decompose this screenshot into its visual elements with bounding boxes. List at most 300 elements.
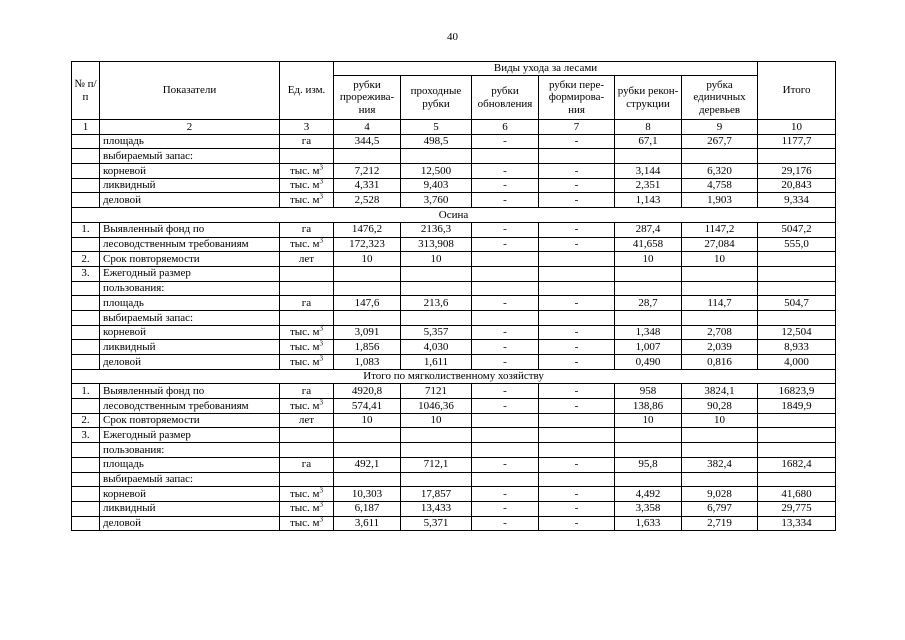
value-cell: [682, 252, 758, 267]
row-label: [100, 457, 280, 472]
cube-superscript: 3: [319, 516, 324, 524]
value-cell-text: 10,303: [351, 487, 383, 500]
row-label: [100, 516, 280, 531]
row-unit-text: тыс. м: [289, 194, 320, 207]
value-cell: [401, 413, 472, 428]
row-label: [100, 193, 280, 208]
value-cell: [334, 457, 401, 472]
table-row: [72, 413, 836, 428]
table-row: [72, 487, 836, 502]
value-cell: [539, 193, 615, 208]
row-label: [100, 355, 280, 370]
value-cell: [615, 222, 682, 237]
value-cell: [758, 516, 836, 531]
row-num: [72, 252, 100, 267]
value-cell-text: 958: [639, 384, 657, 397]
value-cell: [539, 296, 615, 311]
value-cell: [682, 501, 758, 516]
value-cell-text: -: [574, 355, 579, 368]
value-cell-text: 492,1: [354, 458, 380, 471]
value-cell: [472, 281, 539, 296]
value-cell: [472, 222, 539, 237]
value-cell: [682, 281, 758, 296]
cube-superscript: 3: [319, 501, 324, 509]
value-cell: [472, 310, 539, 325]
row-unit: [280, 281, 334, 296]
table-row: [72, 355, 836, 370]
row-unit-text: лет: [298, 414, 315, 427]
value-cell: [682, 193, 758, 208]
value-cell-text: 10: [430, 252, 442, 265]
value-cell-text: 2,039: [707, 340, 732, 353]
value-cell: [334, 501, 401, 516]
value-cell: [682, 237, 758, 252]
row-label: [100, 399, 280, 414]
value-cell: [472, 413, 539, 428]
value-cell-text: 3,760: [423, 194, 449, 207]
row-label: [100, 237, 280, 252]
value-cell: [401, 134, 472, 149]
value-cell-text: -: [574, 458, 579, 471]
row-unit: [280, 428, 334, 443]
row-unit-text: тыс. м: [289, 487, 320, 500]
value-cell-text: 29,775: [781, 502, 812, 515]
value-cell: [401, 457, 472, 472]
value-cell: [539, 310, 615, 325]
row-unit-text: га: [301, 384, 312, 397]
value-cell: [401, 310, 472, 325]
value-cell-text: 1,143: [635, 194, 661, 207]
value-cell-text: -: [503, 399, 507, 412]
row-num: [72, 310, 100, 325]
value-cell-text: 4,758: [707, 179, 732, 192]
value-cell-text: 10: [430, 414, 442, 427]
value-cell: [472, 472, 539, 487]
table-row: [72, 134, 836, 149]
value-cell: [682, 164, 758, 179]
row-label: [100, 443, 280, 458]
value-cell: [334, 164, 401, 179]
value-cell: [401, 296, 472, 311]
cube-superscript: 3: [319, 486, 324, 495]
value-cell-text: 6,797: [707, 502, 732, 515]
header-group: Виды ухода за лесами: [334, 62, 758, 76]
value-cell-text: 10: [714, 252, 726, 265]
value-cell: [539, 399, 615, 414]
row-num-text: 3.: [81, 429, 90, 442]
value-cell: [401, 149, 472, 164]
value-cell: [682, 325, 758, 340]
header-col: рубки пере-формирова-ния: [539, 76, 615, 120]
table-row: [72, 281, 836, 296]
value-cell: [472, 516, 539, 531]
value-cell: [401, 266, 472, 281]
row-label: [100, 281, 280, 296]
value-cell-text: 5047,2: [781, 223, 812, 236]
value-cell: [401, 443, 472, 458]
section-title: [72, 369, 836, 384]
value-cell: [401, 428, 472, 443]
value-cell: [615, 413, 682, 428]
value-cell-text: 7121: [425, 384, 447, 397]
value-cell-text: 8,933: [784, 340, 809, 353]
row-unit: [280, 237, 334, 252]
value-cell-text: 10: [361, 252, 373, 265]
value-cell: [615, 487, 682, 502]
value-cell-text: 4,000: [784, 355, 809, 368]
value-cell: [472, 164, 539, 179]
row-label-text: площадь: [103, 135, 144, 148]
row-unit: [280, 310, 334, 325]
value-cell: [758, 222, 836, 237]
value-cell: [615, 252, 682, 267]
value-cell: [615, 149, 682, 164]
value-cell: [334, 296, 401, 311]
header-row: [72, 62, 836, 76]
value-cell-text: 2136,3: [420, 223, 452, 236]
value-cell-text: 16823,9: [778, 384, 815, 397]
value-cell: [615, 237, 682, 252]
row-label: [100, 222, 280, 237]
row-label-text: площадь: [103, 296, 144, 309]
value-cell-text: 41,680: [781, 487, 812, 500]
row-unit: [280, 355, 334, 370]
row-label-text: ликвидный: [103, 340, 156, 353]
row-label-text: Ежегодный размер: [103, 267, 191, 280]
value-cell-text: 9,403: [423, 179, 449, 192]
row-unit: [280, 134, 334, 149]
value-cell-text: 574,41: [351, 399, 383, 412]
value-cell: [334, 178, 401, 193]
value-cell-text: -: [574, 384, 579, 397]
row-num-text: 1.: [81, 384, 90, 397]
value-cell: [539, 340, 615, 355]
value-cell-text: 6,320: [707, 164, 732, 177]
value-cell: [539, 325, 615, 340]
row-num: [72, 413, 100, 428]
value-cell-text: 13,334: [781, 517, 812, 530]
value-cell: [334, 428, 401, 443]
row-label-text: площадь: [103, 458, 144, 471]
row-label: [100, 134, 280, 149]
header-num: № п/п: [72, 62, 100, 120]
value-cell-text: 4,030: [423, 340, 449, 353]
value-cell: [758, 340, 836, 355]
value-cell: [539, 222, 615, 237]
value-cell-text: 10: [642, 414, 654, 427]
row-num: [72, 178, 100, 193]
value-cell: [615, 281, 682, 296]
value-cell: [539, 413, 615, 428]
value-cell-text: -: [574, 296, 579, 309]
value-cell-text: 2,528: [354, 194, 380, 207]
value-cell-text: 1849,9: [781, 399, 812, 412]
row-unit: [280, 516, 334, 531]
value-cell-text: 1,007: [635, 340, 661, 353]
table-row: [72, 472, 836, 487]
value-cell: [682, 487, 758, 502]
table-body: [72, 62, 836, 531]
value-cell: [539, 134, 615, 149]
row-num: [72, 237, 100, 252]
row-num: [72, 487, 100, 502]
row-label: [100, 501, 280, 516]
value-cell-text: 0,816: [707, 355, 732, 368]
value-cell: [615, 457, 682, 472]
value-cell-text: -: [503, 326, 507, 339]
section-title-text: Итого по мягколиственному хозяйству: [363, 370, 544, 383]
value-cell-text: -: [574, 326, 579, 339]
value-cell: [334, 266, 401, 281]
value-cell: [758, 193, 836, 208]
row-unit: [280, 457, 334, 472]
row-num-text: 2.: [81, 414, 90, 427]
index-cell: 10: [758, 120, 836, 135]
value-cell: [539, 266, 615, 281]
value-cell-text: 138,86: [632, 399, 664, 412]
value-cell-text: -: [503, 340, 507, 353]
row-label-text: Срок повторяемости: [103, 252, 200, 265]
row-label-text: корневой: [103, 164, 147, 177]
index-cell: 8: [615, 120, 682, 135]
row-unit-text: тыс. м: [289, 340, 320, 353]
row-label: [100, 340, 280, 355]
header-col: рубки рекон-струкции: [615, 76, 682, 120]
row-num: [72, 472, 100, 487]
value-cell: [615, 516, 682, 531]
table-row: [72, 252, 836, 267]
value-cell-text: 28,7: [638, 296, 658, 309]
value-cell-text: 67,1: [638, 135, 658, 148]
value-cell: [539, 355, 615, 370]
value-cell: [758, 457, 836, 472]
value-cell: [334, 472, 401, 487]
value-cell-text: -: [503, 238, 507, 251]
row-unit: [280, 252, 334, 267]
value-cell: [539, 237, 615, 252]
value-cell-text: 4920,8: [351, 384, 383, 397]
value-cell: [682, 178, 758, 193]
row-unit: [280, 266, 334, 281]
value-cell-text: 213,6: [423, 296, 449, 309]
row-label: [100, 310, 280, 325]
value-cell-text: 6,187: [354, 502, 380, 515]
table-row: [72, 266, 836, 281]
value-cell: [682, 310, 758, 325]
value-cell: [334, 340, 401, 355]
value-cell: [539, 516, 615, 531]
value-cell: [758, 178, 836, 193]
forest-care-table: [71, 61, 836, 531]
value-cell: [401, 252, 472, 267]
value-cell: [401, 281, 472, 296]
value-cell: [682, 222, 758, 237]
value-cell-text: 712,1: [423, 458, 449, 471]
value-cell: [682, 149, 758, 164]
value-cell: [334, 325, 401, 340]
value-cell-text: 504,7: [784, 296, 809, 309]
row-unit-text: тыс. м: [289, 517, 320, 530]
header-indicators: Показатели: [100, 62, 280, 120]
row-unit-text: тыс. м: [289, 238, 320, 251]
value-cell: [682, 340, 758, 355]
value-cell: [682, 443, 758, 458]
value-cell-text: -: [574, 502, 579, 515]
value-cell: [539, 149, 615, 164]
row-num: [72, 149, 100, 164]
row-num: [72, 443, 100, 458]
value-cell: [615, 266, 682, 281]
table-row: [72, 443, 836, 458]
value-cell-text: 1,083: [354, 355, 380, 368]
row-label-text: выбираемый запас:: [103, 473, 194, 486]
row-unit: [280, 296, 334, 311]
page-number: 40: [447, 31, 458, 43]
value-cell: [401, 501, 472, 516]
row-num: [72, 164, 100, 179]
value-cell-text: 20,843: [781, 179, 812, 192]
value-cell-text: -: [503, 502, 507, 515]
value-cell: [615, 501, 682, 516]
value-cell-text: -: [503, 458, 507, 471]
value-cell-text: 3,611: [354, 517, 380, 530]
value-cell: [539, 178, 615, 193]
value-cell: [334, 193, 401, 208]
table-row: [72, 178, 836, 193]
row-unit: [280, 178, 334, 193]
value-cell-text: -: [574, 223, 579, 236]
row-unit: [280, 222, 334, 237]
value-cell: [401, 164, 472, 179]
cube-superscript: 3: [319, 354, 324, 362]
row-label-text: деловой: [103, 194, 141, 207]
value-cell-text: 1147,2: [704, 223, 735, 236]
value-cell: [334, 310, 401, 325]
value-cell: [758, 281, 836, 296]
value-cell: [334, 355, 401, 370]
value-cell: [682, 355, 758, 370]
table-row: [72, 296, 836, 311]
value-cell: [615, 296, 682, 311]
row-num: [72, 340, 100, 355]
value-cell-text: 3824,1: [704, 384, 735, 397]
value-cell: [539, 443, 615, 458]
header-unit: Ед. изм.: [280, 62, 334, 120]
value-cell-text: 9,334: [784, 194, 809, 207]
value-cell-text: 313,908: [418, 238, 454, 251]
row-label: [100, 164, 280, 179]
row-label-text: Ежегодный размер: [103, 429, 191, 442]
value-cell: [615, 193, 682, 208]
table-row: [72, 340, 836, 355]
value-cell-text: 267,7: [707, 135, 732, 148]
value-cell: [472, 340, 539, 355]
cube-superscript: 3: [319, 163, 324, 171]
value-cell: [334, 516, 401, 531]
value-cell-text: 147,6: [354, 296, 380, 309]
row-unit-text: тыс. м: [289, 326, 320, 339]
value-cell-text: 10: [642, 252, 654, 265]
value-cell-text: 10: [361, 414, 373, 427]
value-cell-text: 344,5: [354, 135, 380, 148]
value-cell: [472, 384, 539, 399]
value-cell: [472, 487, 539, 502]
cube-superscript: 3: [319, 237, 324, 245]
table-row: [72, 164, 836, 179]
row-label: [100, 487, 280, 502]
row-unit: [280, 472, 334, 487]
value-cell-text: 3,144: [635, 164, 661, 177]
value-cell: [401, 340, 472, 355]
value-cell-text: 17,857: [420, 487, 452, 500]
row-unit-text: тыс. м: [289, 502, 320, 515]
row-num: [72, 281, 100, 296]
value-cell-text: 1682,4: [781, 458, 812, 471]
index-row: [72, 120, 836, 135]
value-cell: [401, 516, 472, 531]
row-num: [72, 399, 100, 414]
table-row: [72, 149, 836, 164]
value-cell-text: 382,4: [707, 458, 732, 471]
row-label-text: ликвидный: [103, 179, 156, 192]
value-cell: [539, 164, 615, 179]
cube-superscript: 3: [319, 398, 324, 406]
value-cell: [615, 178, 682, 193]
row-unit: [280, 443, 334, 458]
table-row: [72, 384, 836, 399]
row-unit-text: лет: [298, 252, 315, 265]
row-num-text: 1.: [81, 223, 90, 236]
value-cell: [539, 501, 615, 516]
value-cell: [472, 252, 539, 267]
row-unit-text: тыс. м: [289, 179, 320, 192]
value-cell-text: -: [503, 135, 507, 148]
row-label-text: лесоводственным требованиям: [103, 238, 249, 251]
row-num: [72, 222, 100, 237]
table-row: [72, 237, 836, 252]
value-cell-text: 7,212: [354, 164, 380, 177]
value-cell-text: 3,358: [635, 502, 661, 515]
header-col: рубка единичных деревьев: [682, 76, 758, 120]
table-row: [72, 399, 836, 414]
row-unit-text: га: [301, 223, 312, 236]
value-cell: [682, 134, 758, 149]
row-num: [72, 428, 100, 443]
index-cell: 9: [682, 120, 758, 135]
row-label-text: Выявленный фонд по: [103, 384, 205, 397]
row-label: [100, 428, 280, 443]
value-cell: [334, 487, 401, 502]
index-cell: 3: [280, 120, 334, 135]
cube-superscript: 3: [319, 192, 324, 201]
value-cell: [682, 457, 758, 472]
value-cell: [758, 428, 836, 443]
value-cell-text: -: [574, 135, 579, 148]
row-label-text: Выявленный фонд по: [103, 223, 205, 236]
value-cell: [401, 325, 472, 340]
cube-superscript: 3: [319, 178, 324, 186]
value-cell-text: 12,500: [420, 164, 452, 177]
value-cell-text: 29,176: [781, 164, 812, 177]
value-cell-text: -: [574, 487, 579, 500]
value-cell: [758, 487, 836, 502]
value-cell: [758, 384, 836, 399]
value-cell-text: 1,348: [635, 326, 661, 339]
value-cell-text: 2,719: [707, 517, 732, 530]
value-cell: [758, 472, 836, 487]
value-cell-text: 1,856: [354, 340, 380, 353]
value-cell: [472, 399, 539, 414]
